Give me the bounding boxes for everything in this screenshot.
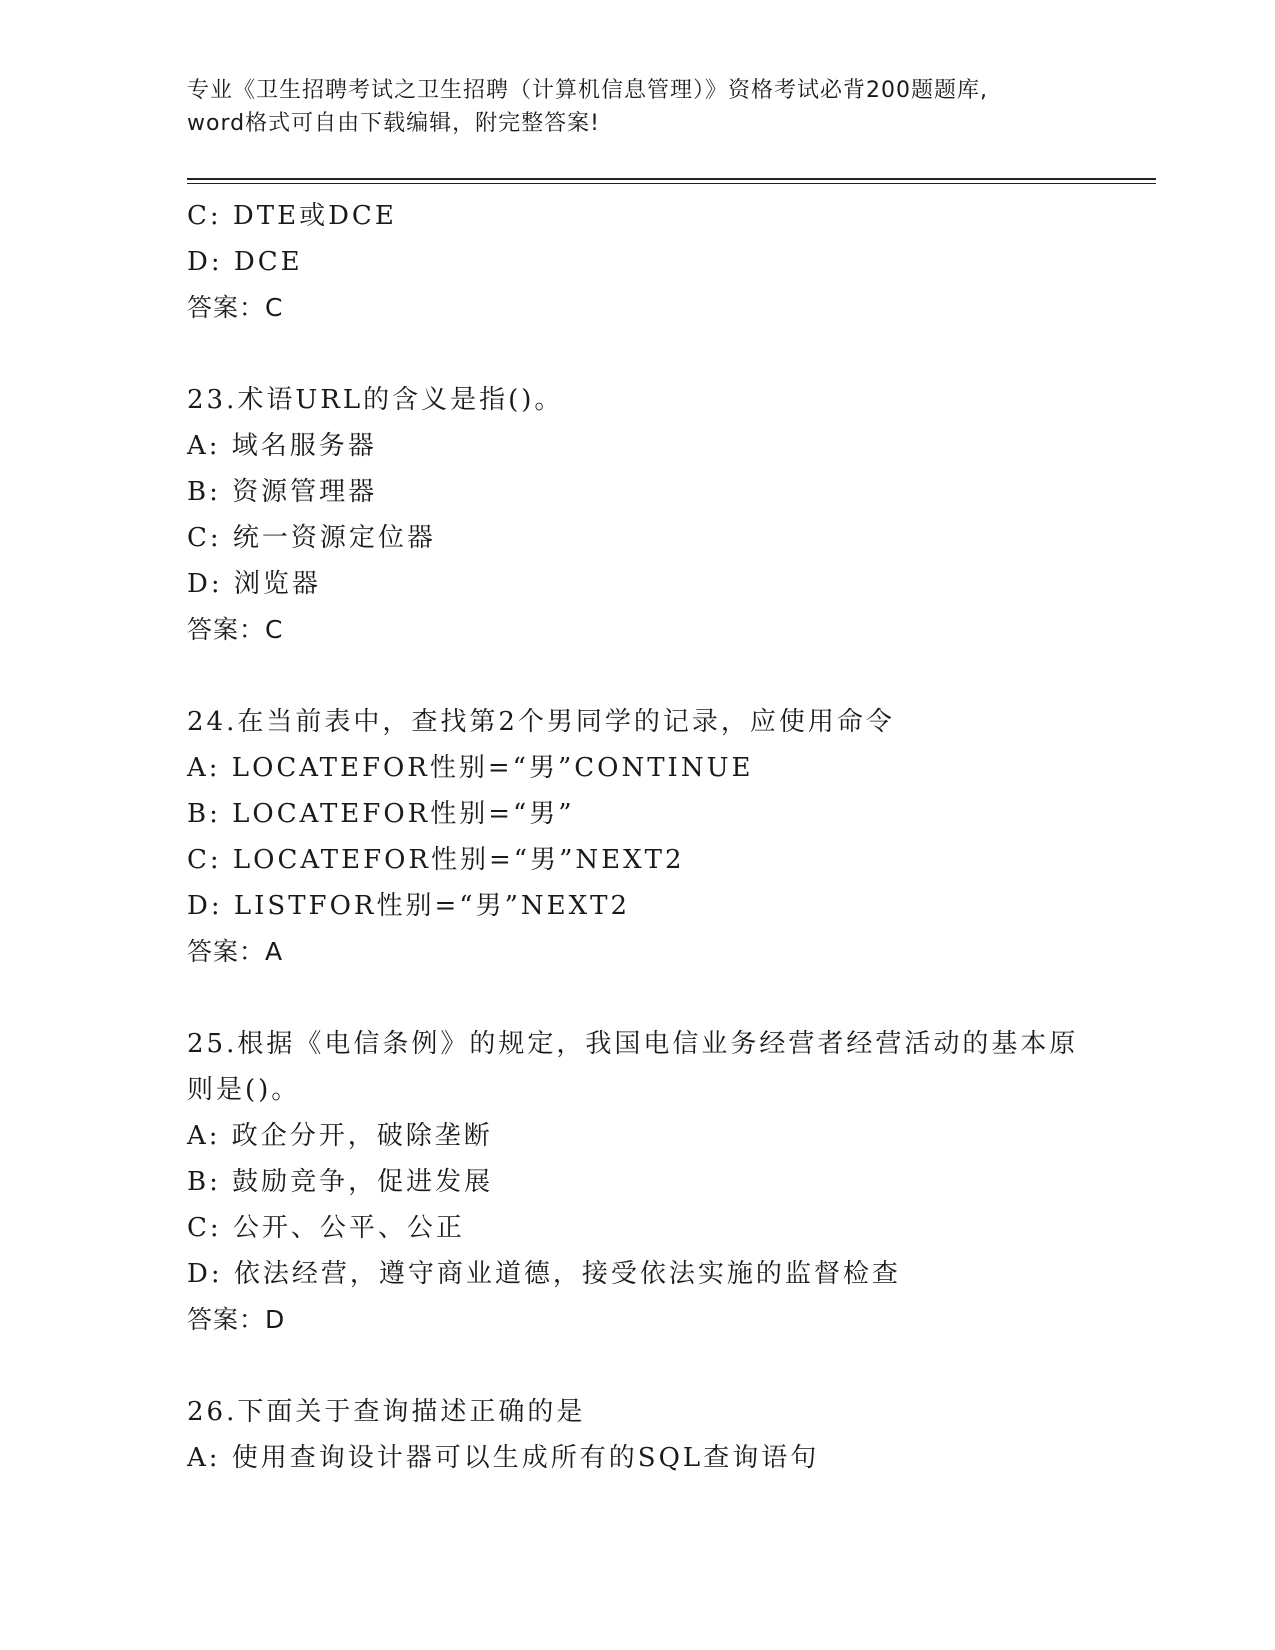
- option-c: C: DTE或DCE: [187, 201, 397, 231]
- spacer: [187, 1343, 1127, 1389]
- question-stem: 26.下面关于查询描述正确的是: [187, 1397, 586, 1427]
- option-c: C: 统一资源定位器: [187, 523, 436, 553]
- option-d: D: 浏览器: [187, 569, 321, 599]
- option-c: C: 公开、公平、公正: [187, 1213, 465, 1243]
- header-rule-thick: [187, 178, 1156, 180]
- answer-line: 答案：D: [187, 1305, 286, 1334]
- question-stem: 24.在当前表中，查找第2个男同学的记录，应使用命令: [187, 707, 895, 737]
- spacer: [187, 331, 1127, 377]
- option-d: D: DCE: [187, 247, 303, 277]
- spacer: [187, 653, 1127, 699]
- option-a: A: 使用查询设计器可以生成所有的SQL查询语句: [187, 1443, 820, 1473]
- question-stem: 23.术语URL的含义是指()。: [187, 385, 564, 415]
- document-header: [187, 74, 1087, 140]
- answer-line: 答案：A: [187, 937, 284, 966]
- answer-line: 答案：C: [187, 293, 284, 322]
- option-d: D: 依法经营，遵守商业道德，接受依法实施的监督检查: [187, 1259, 901, 1289]
- option-c: C: LOCATEFOR性别=“男”NEXT2: [187, 845, 685, 875]
- question-stem: 25.根据《电信条例》的规定，我国电信业务经营者经营活动的基本原则是()。: [187, 1029, 1079, 1105]
- header-title-line-2: word格式可自由下载编辑，附完整答案!: [187, 111, 600, 136]
- spacer: [187, 975, 1127, 1021]
- option-a: A: 政企分开，破除垄断: [187, 1121, 493, 1151]
- option-a: A: 域名服务器: [187, 431, 377, 461]
- question-list: [187, 193, 1127, 1481]
- header-title-line-1: 专业《卫生招聘考试之卫生招聘（计算机信息管理）》资格考试必背200题题库,: [187, 78, 988, 103]
- answer-line: 答案：C: [187, 615, 284, 644]
- option-b: B: LOCATEFOR性别=“男”: [187, 799, 575, 829]
- option-d: D: LISTFOR性别=“男”NEXT2: [187, 891, 630, 921]
- option-a: A: LOCATEFOR性别=“男”CONTINUE: [187, 753, 754, 783]
- header-rule-thin: [187, 183, 1156, 184]
- option-b: B: 资源管理器: [187, 477, 378, 507]
- option-b: B: 鼓励竞争，促进发展: [187, 1167, 494, 1197]
